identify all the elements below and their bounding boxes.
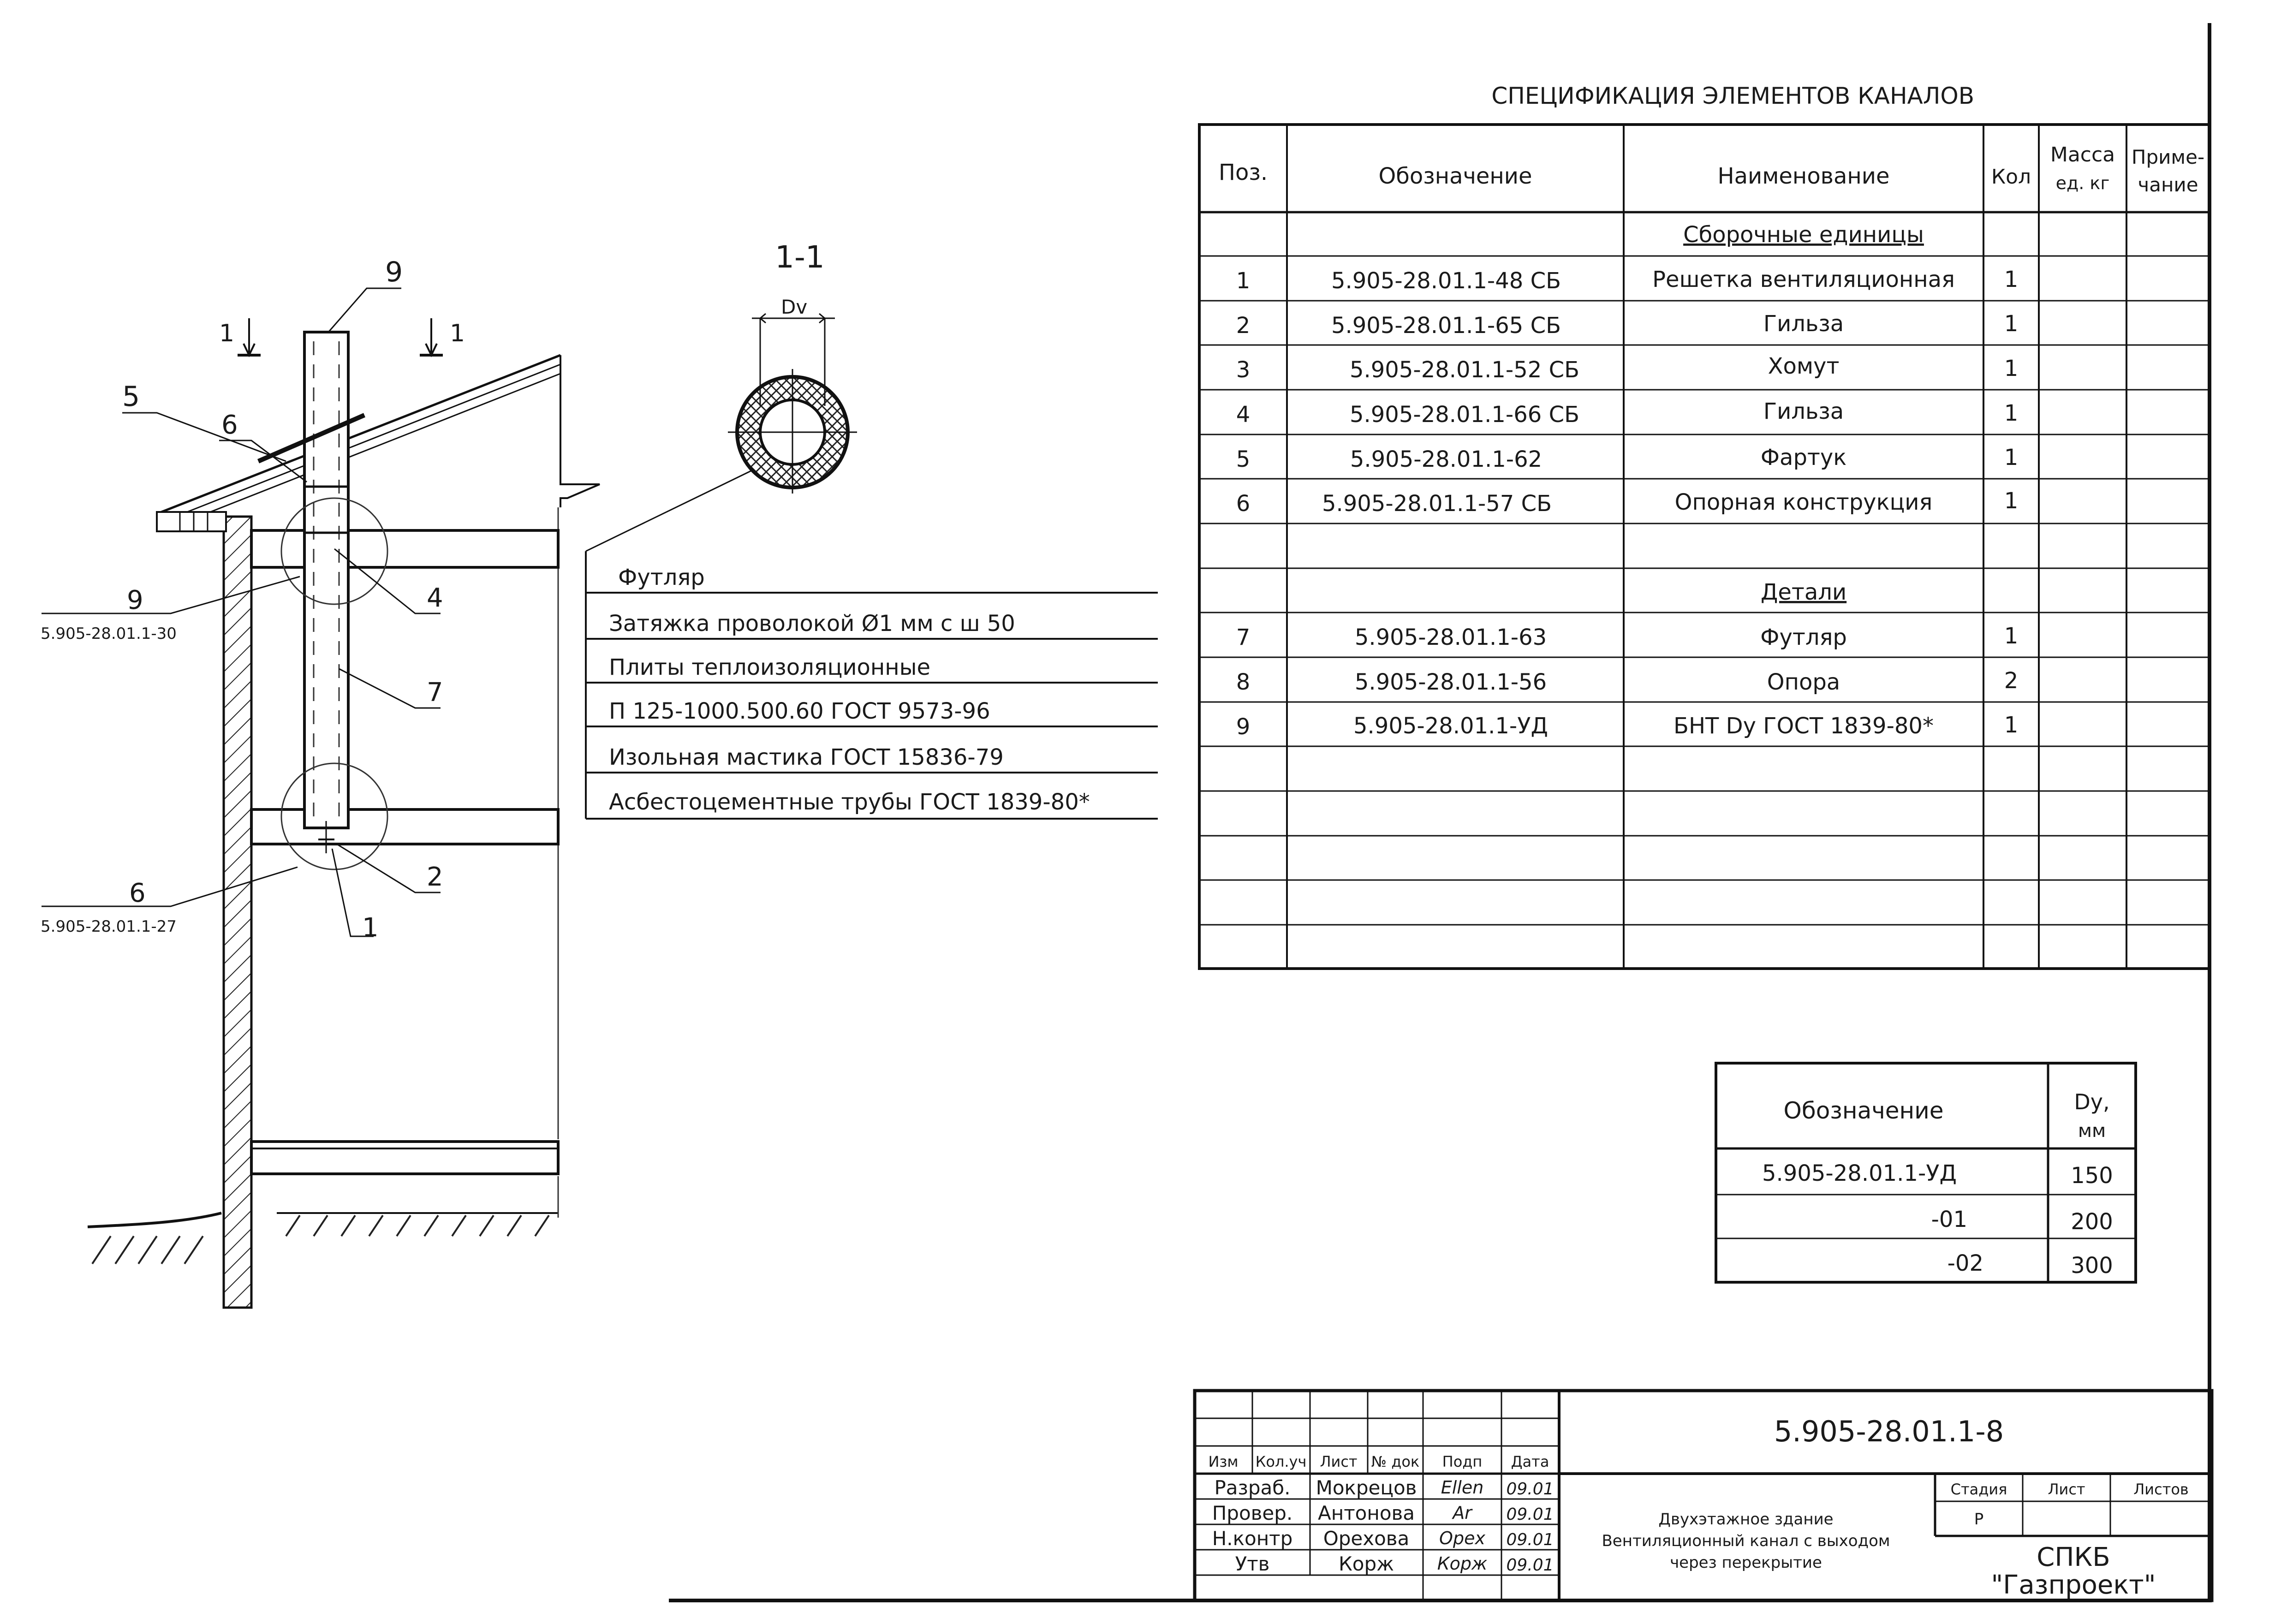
stamp-col-header: Подп (1442, 1453, 1483, 1470)
layer-label: Футляр (618, 565, 705, 590)
dy-cell-designation: -02 (1947, 1250, 1983, 1276)
spec-cell-name: Фартук (1760, 445, 1847, 470)
spec-cell-qty: 1 (2004, 623, 2019, 649)
spec-cell-pos: 5 (1236, 446, 1251, 472)
dy-cell-value: 150 (2071, 1163, 2113, 1189)
spec-row (1236, 399, 2019, 428)
spec-cell-pos: 4 (1236, 402, 1251, 428)
spec-header-qty: Кол (1991, 165, 2031, 189)
spec-cell-name: Гильза (1763, 311, 1844, 337)
stamp-signature: Ellen (1441, 1477, 1484, 1498)
spec-row (1236, 445, 2019, 472)
spec-cell-qty: 1 (2004, 356, 2019, 381)
callout-5: 5 (122, 381, 140, 413)
dy-header-unit: мм (2078, 1120, 2106, 1142)
spec-header-designation: Обозначение (1378, 163, 1532, 189)
stamp-role: Разраб. (1214, 1476, 1291, 1499)
spec-header-mass-unit: ед. кг (2055, 173, 2110, 193)
stamp-description-line: Двухэтажное здание (1658, 1510, 1834, 1529)
spec-cell-qty: 1 (2004, 712, 2019, 738)
layer-label: Асбестоцементные трубы ГОСТ 1839-80* (609, 789, 1090, 815)
stamp-signature: Ореx (1439, 1528, 1485, 1548)
stamp-col-header: Дата (1511, 1453, 1549, 1470)
spec-row (1236, 668, 2019, 695)
spec-cell-qty: 1 (2004, 311, 2019, 337)
stamp-stage-value: Р (1974, 1510, 1984, 1529)
spec-table-grid (1199, 125, 2210, 969)
spec-cell-qty: 1 (2004, 400, 2019, 426)
stamp-sheets-header: Листов (2133, 1481, 2189, 1498)
layer-label: Затяжка проволокой Ø1 мм с ш 50 (609, 611, 1015, 637)
building-section-drawing (42, 288, 600, 1308)
callout-9: 9 (385, 256, 403, 288)
spec-cell-name: БНТ Dy ГОСТ 1839-80* (1674, 713, 1934, 739)
stamp-description-line: Вентиляционный канал с выходом (1602, 1532, 1890, 1550)
spec-cell-pos: 2 (1236, 313, 1251, 339)
spec-header-name: Наименование (1717, 163, 1890, 189)
stamp-stage-header: Стадия (1950, 1481, 2007, 1498)
stamp-org-name: СПКБ (2037, 1542, 2110, 1572)
stamp-col-header: Изм (1208, 1453, 1239, 1470)
spec-header-note-2: чание (2138, 173, 2198, 196)
spec-cell-pos: 1 (1236, 268, 1251, 294)
layer-label: П 125-1000.500.60 ГОСТ 9573-96 (609, 698, 990, 724)
callout-7: 7 (427, 678, 443, 708)
spec-cell-designation: 5.905-28.01.1-63 (1354, 625, 1547, 650)
section-label: 1-1 (775, 239, 825, 275)
spec-cell-qty: 2 (2004, 668, 2019, 694)
callout-6: 6 (221, 410, 238, 440)
dy-cell-value: 200 (2071, 1209, 2113, 1235)
spec-cell-qty: 1 (2004, 267, 2019, 292)
spec-header-mass: Масса (2050, 143, 2115, 167)
callout-2: 2 (427, 862, 443, 892)
stamp-signature: Корж (1437, 1553, 1488, 1574)
callout-4: 4 (427, 583, 443, 613)
stamp-sheet-header: Лист (2048, 1481, 2085, 1498)
dy-header-dy: Dy, (2074, 1089, 2110, 1114)
stamp-person-name: Корж (1338, 1553, 1394, 1575)
spec-header-pos: Поз. (1218, 160, 1268, 185)
spec-cell-qty: 1 (2004, 445, 2019, 470)
ref-9-code: 5.905-28.01.1-30 (41, 625, 177, 643)
ref-6-number: 6 (129, 878, 146, 908)
spec-row (1236, 353, 2019, 383)
dy-cell-designation: 5.905-28.01.1-УД (1762, 1160, 1957, 1186)
stamp-date: 09.01 (1506, 1530, 1554, 1549)
dy-cell-designation: -01 (1931, 1207, 1967, 1232)
spec-row (1236, 712, 2019, 740)
stamp-person-name: Орехова (1323, 1527, 1410, 1550)
spec-title: СПЕЦИФИКАЦИЯ ЭЛЕМЕНТОВ КАНАЛОВ (1491, 83, 1974, 109)
section-dimension-label: Dv (781, 296, 808, 318)
spec-cell-name: Опорная конструкция (1674, 489, 1933, 515)
stamp-role: Н.контр (1212, 1527, 1293, 1550)
spec-cell-name: Опора (1767, 669, 1840, 695)
spec-cell-designation: 5.905-28.01.1-62 (1350, 446, 1543, 472)
spec-cell-designation: 5.905-28.01.1-65 СБ (1331, 313, 1561, 339)
spec-cell-qty: 1 (2004, 488, 2019, 514)
spec-cell-designation: 5.905-28.01.1-56 (1354, 669, 1547, 695)
stamp-org-name-2: "Газпроект" (1991, 1570, 2156, 1600)
spec-cell-pos: 3 (1236, 357, 1251, 383)
stamp-date: 09.01 (1506, 1505, 1554, 1524)
stamp-person-name: Мокрецов (1316, 1476, 1417, 1499)
stamp-description-line: через перекрытие (1670, 1553, 1822, 1572)
stamp-role: Провер. (1212, 1502, 1293, 1524)
stamp-date: 09.01 (1506, 1480, 1554, 1499)
layer-label: Изольная мастика ГОСТ 15836-79 (609, 744, 1004, 770)
stamp-col-header: Кол.уч (1255, 1453, 1307, 1470)
spec-cell-name: Решетка вентиляционная (1652, 267, 1955, 292)
spec-cell-designation: 5.905-28.01.1-48 СБ (1331, 268, 1561, 294)
spec-cell-name: Футляр (1760, 625, 1847, 650)
spec-row (1236, 623, 2019, 650)
stamp-signature: Ar (1453, 1503, 1472, 1523)
stamp-date: 09.01 (1506, 1556, 1554, 1575)
spec-cell-pos: 7 (1236, 625, 1251, 650)
spec-cell-designation: 5.905-28.01.1-52 СБ (1349, 357, 1580, 383)
spec-group-assemblies: Сборочные единицы (1683, 222, 1924, 248)
spec-cell-pos: 6 (1236, 491, 1251, 517)
stamp-role: Утв (1235, 1553, 1270, 1575)
document-code: 5.905-28.01.1-8 (1774, 1415, 2004, 1448)
spec-row (1236, 488, 2019, 517)
cut-mark-left: 1 (219, 320, 235, 347)
spec-row (1236, 267, 2019, 294)
ref-6-code: 5.905-28.01.1-27 (41, 917, 177, 936)
stamp-col-header: № док (1371, 1453, 1420, 1470)
stamp-col-header: Лист (1320, 1453, 1358, 1470)
spec-cell-pos: 8 (1236, 669, 1251, 695)
callout-1: 1 (362, 913, 379, 943)
layer-label: Плиты теплоизоляционные (609, 654, 931, 680)
spec-cell-designation: 5.905-28.01.1-57 СБ (1322, 491, 1552, 517)
ref-9-number: 9 (127, 585, 143, 615)
spec-cell-name: Гильза (1763, 399, 1844, 424)
stamp-person-name: Антонова (1318, 1502, 1415, 1524)
dy-cell-value: 300 (2071, 1253, 2113, 1279)
spec-cell-designation: 5.905-28.01.1-66 СБ (1349, 402, 1580, 428)
dy-header-designation: Обозначение (1783, 1097, 1944, 1124)
spec-cell-designation: 5.905-28.01.1-УД (1353, 713, 1549, 739)
spec-cell-name: Хомут (1768, 353, 1840, 379)
cut-mark-right: 1 (450, 320, 465, 347)
spec-cell-pos: 9 (1236, 714, 1251, 740)
spec-group-details: Детали (1760, 579, 1847, 605)
spec-row (1236, 311, 2019, 339)
spec-header-note: Приме- (2131, 146, 2205, 168)
